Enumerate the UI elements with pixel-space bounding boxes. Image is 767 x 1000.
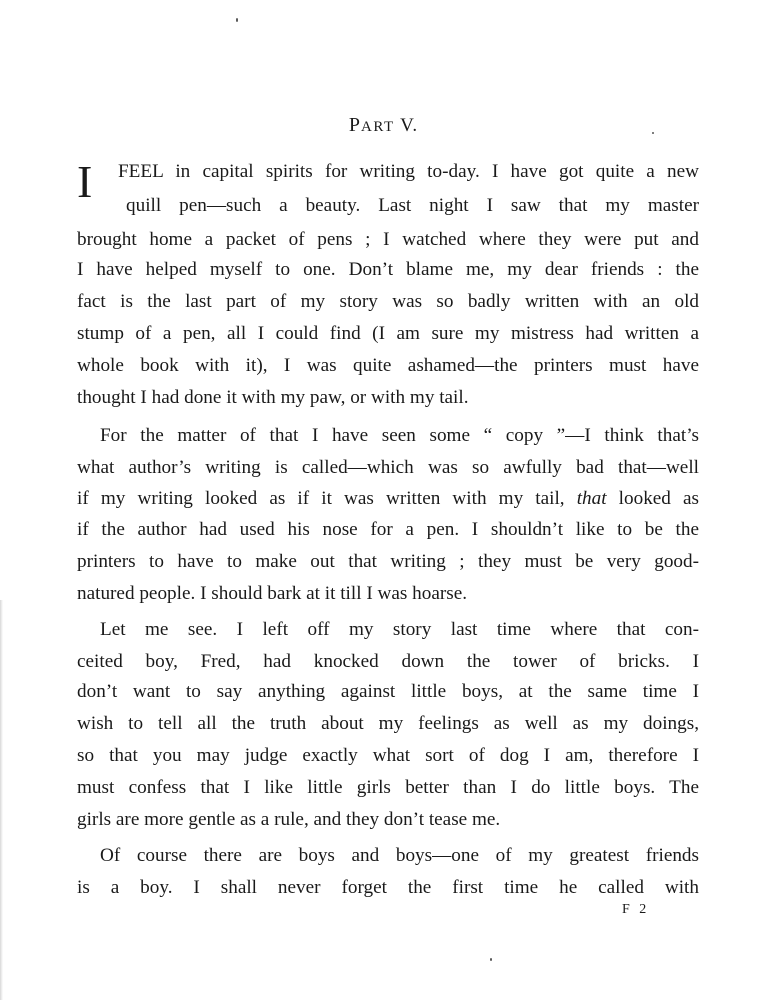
text-line: fact is the last part of my story was so badly written with an old (77, 291, 699, 312)
text-line: printers to have to make out that writing ; they must be very good- (77, 551, 699, 572)
text-line: so that you may judge exactly what sort of dog I am, therefore I (77, 745, 699, 766)
text-line-start: if my writing looked as if it was written with my tail, (77, 488, 565, 509)
text-line: Let me see. I left off my story last time where that con- (100, 619, 699, 640)
text-line: girls are more gentle as a rule, and they don’t tease me. (77, 809, 501, 830)
print-speck (652, 132, 654, 134)
print-speck (490, 958, 492, 961)
text-line: quill pen—such a beauty. Last night I saw that my master (126, 195, 699, 216)
text-line: I have helped myself to one. Don’t blame me, my dear friends : the (77, 259, 699, 280)
text-line: For the matter of that I have seen some “ copy ”—I think that’s (100, 425, 699, 446)
text-line: stump of a pen, all I could find (I am sure my mistress had written a (77, 323, 699, 344)
text-line: must confess that I like little girls better than I do little boys. The (77, 777, 699, 798)
text-line: whole book with it), I was quite ashamed—the printers must have (77, 355, 699, 376)
drop-cap: I (77, 156, 93, 207)
signature-mark: F 2 (622, 902, 650, 917)
part-heading-number: V. (400, 115, 419, 136)
text-line: if the author had used his nose for a pen. I shouldn’t like to be the (77, 519, 699, 540)
text-line-end: looked as (606, 488, 699, 509)
text-line-with-italic (77, 487, 699, 511)
text-line: FEEL in capital spirits for writing to-day. I have got quite a new (118, 161, 699, 182)
part-heading-rest: ART (361, 119, 395, 135)
text-line: thought I had done it with my paw, or with my tail. (77, 387, 469, 408)
print-speck (236, 18, 238, 22)
text-line: Of course there are boys and boys—one of my greatest friends (100, 845, 699, 866)
text-line: ceited boy, Fred, had knocked down the tower of bricks. I (77, 651, 699, 672)
text-line: natured people. I should bark at it till I was hoarse. (77, 583, 468, 604)
text-line: wish to tell all the truth about my feelings as well as my doings, (77, 713, 699, 734)
page-edge-shadow (0, 600, 3, 1000)
part-heading-initial: P (348, 114, 362, 136)
italic-word: that (576, 488, 607, 509)
text-line: don’t want to say anything against little boys, at the same time I (77, 681, 699, 702)
text-line: is a boy. I shall never forget the first time he called with (77, 877, 699, 898)
text-line: brought home a packet of pens ; I watched where they were put and (77, 229, 699, 250)
text-line: what author’s writing is called—which was so awfully bad that—well (77, 457, 699, 478)
